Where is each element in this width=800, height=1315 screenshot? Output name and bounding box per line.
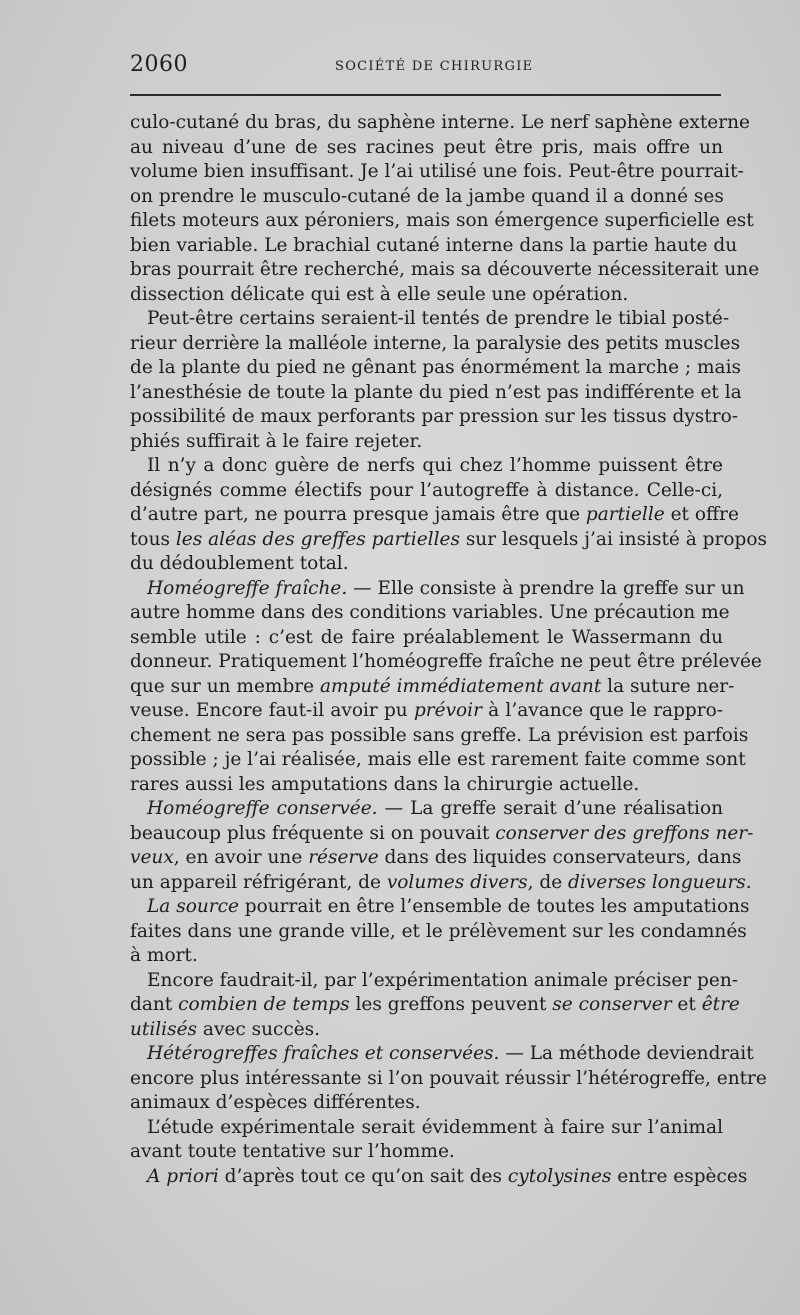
text-line bbox=[130, 675, 735, 700]
text-line bbox=[130, 283, 723, 308]
text-span: donneur. Pratiquement l’homéogreffe fraîche ne peut être prélevée bbox=[130, 651, 762, 672]
text-span: autre homme dans des conditions variables. Une précaution me bbox=[130, 602, 730, 623]
text-span: faites dans une grande ville, et le prélèvement sur les condamnés bbox=[130, 920, 747, 942]
text-line bbox=[130, 846, 742, 871]
text-line bbox=[130, 993, 740, 1018]
text-line bbox=[130, 1067, 767, 1092]
text-line bbox=[130, 699, 723, 724]
text-span: filets moteurs aux péroniers, mais son émergence superficielle est bbox=[130, 210, 754, 231]
text-span: rares aussi les amputations dans la chirurgie actuelle. bbox=[130, 773, 640, 795]
text-span: encore plus intéressante si l’on pouvait réussir l’hétérogreffe, entre bbox=[130, 1067, 767, 1089]
text-line bbox=[130, 552, 723, 577]
body-text bbox=[130, 111, 767, 1189]
text-span: L’étude expérimentale serait évidemment à faire sur l’animal bbox=[147, 1116, 723, 1138]
text-span: pourrait en être l’ensemble de toutes les amputations bbox=[238, 896, 750, 917]
text-span: volume bien insuffisant. Je l’ai utilisé une fois. Peut-être pourrait- bbox=[130, 161, 744, 182]
text-span: à mort. bbox=[130, 945, 198, 966]
text-span: au niveau d’une de ses racines peut être pris, mais offre un bbox=[130, 136, 723, 158]
italic-text: prévoir bbox=[413, 700, 482, 721]
text-line bbox=[130, 895, 750, 920]
text-line bbox=[130, 724, 749, 749]
text-span: Peut-être certains seraient-il tentés de prendre le tibial posté- bbox=[147, 308, 730, 329]
text-span: beaucoup plus fréquente si on pouvait bbox=[130, 822, 496, 844]
text-line bbox=[130, 111, 750, 136]
italic-text: les aléas des greffes partielles bbox=[175, 528, 460, 550]
text-line bbox=[130, 871, 752, 896]
text-line bbox=[130, 1140, 723, 1165]
text-span: culo-cutané du bras, du saphène interne. Le nerf saphène externe bbox=[130, 112, 750, 133]
text-line bbox=[130, 528, 767, 553]
text-span: semble utile : c’est de faire préalablement le Wassermann du bbox=[130, 626, 723, 648]
running-head bbox=[130, 52, 720, 82]
text-line bbox=[130, 1091, 723, 1116]
text-span: un appareil réfrigérant, de bbox=[130, 871, 387, 893]
text-line bbox=[130, 1042, 754, 1067]
text-span: on prendre le musculo-cutané de la jambe quand il a donné ses bbox=[130, 185, 724, 207]
text-line bbox=[130, 577, 745, 602]
text-span: bras pourrait être recherché, mais sa découverte nécessiterait une bbox=[130, 259, 760, 280]
text-span: Encore faudrait-il, par l’expérimentation animale préciser pen- bbox=[147, 969, 738, 991]
text-span: veuse. Encore faut-il avoir pu bbox=[130, 700, 414, 721]
italic-text: cytolysines bbox=[507, 1165, 612, 1187]
text-span: possibilité de maux perforants par pression sur les tissus dystro- bbox=[130, 406, 738, 427]
text-span: — La méthode deviendrait bbox=[499, 1043, 754, 1064]
text-span: de la plante du pied ne gênant pas énormément la marche ; mais bbox=[130, 357, 741, 378]
italic-text: utilisés bbox=[130, 1018, 198, 1040]
text-span: d’après tout ce qu’on sait des bbox=[218, 1165, 508, 1187]
text-span: du dédoublement total. bbox=[130, 553, 349, 574]
text-span: que sur un membre bbox=[130, 675, 320, 697]
text-span: entre espèces bbox=[611, 1165, 748, 1187]
text-line bbox=[130, 307, 730, 332]
text-line bbox=[130, 1018, 723, 1043]
page-number: 2060 bbox=[130, 52, 188, 77]
text-line bbox=[130, 381, 742, 406]
text-line bbox=[130, 405, 738, 430]
italic-text: La source bbox=[147, 896, 239, 917]
text-span: . bbox=[745, 871, 752, 893]
italic-text: amputé immédiatement avant bbox=[319, 675, 602, 697]
italic-text: Hétérogreffes fraîches et conservées. bbox=[147, 1043, 500, 1064]
text-span: sur lesquels j’ai insisté à propos bbox=[459, 528, 767, 550]
text-span: et offre bbox=[664, 504, 739, 525]
text-line bbox=[130, 748, 746, 773]
text-line bbox=[130, 185, 723, 210]
text-line bbox=[130, 650, 762, 675]
text-span: animaux d’espèces différentes. bbox=[130, 1092, 421, 1113]
italic-text: être bbox=[701, 994, 740, 1015]
text-line bbox=[130, 258, 760, 283]
text-span: dant bbox=[130, 994, 179, 1015]
text-line bbox=[130, 626, 723, 651]
text-line bbox=[130, 503, 739, 528]
header-rule bbox=[130, 94, 721, 96]
text-span: rieur derrière la malléole interne, la paralysie des petits muscles bbox=[130, 332, 741, 354]
text-span: dans des liquides conservateurs, dans bbox=[378, 847, 742, 868]
italic-text: réserve bbox=[308, 847, 379, 868]
text-span: chement ne sera pas possible sans greffe. La prévision est parfois bbox=[130, 724, 749, 746]
text-line bbox=[130, 209, 754, 234]
text-line bbox=[130, 822, 754, 847]
italic-text: volumes divers bbox=[386, 871, 528, 893]
italic-text: se conserver bbox=[552, 994, 672, 1015]
text-line bbox=[130, 454, 723, 479]
text-span: l’anesthésie de toute la plante du pied n’est pas indifférente et la bbox=[130, 381, 742, 403]
text-line bbox=[130, 601, 730, 626]
text-line bbox=[130, 944, 723, 969]
text-span: bien variable. Le brachial cutané interne dans la partie haute du bbox=[130, 234, 738, 256]
text-span: possible ; je l’ai réalisée, mais elle est rarement faite comme sont bbox=[130, 749, 746, 770]
text-span: et bbox=[671, 994, 702, 1015]
text-span: avant toute tentative sur l’homme. bbox=[130, 1141, 455, 1162]
text-line bbox=[130, 773, 723, 798]
text-span: désignés comme électifs pour l’autogreffe à distance. Celle-ci, bbox=[130, 479, 723, 501]
text-span: — Elle consiste à prendre la greffe sur un bbox=[347, 577, 745, 599]
text-span: phiés suffirait à le faire rejeter. bbox=[130, 430, 423, 452]
italic-text: veux bbox=[130, 847, 174, 868]
italic-text: conserver des greffons ner- bbox=[495, 822, 754, 844]
italic-text: Homéogreffe fraîche. bbox=[147, 577, 348, 599]
text-span: la suture ner- bbox=[601, 675, 735, 697]
text-line bbox=[130, 797, 723, 822]
italic-text: combien de temps bbox=[178, 994, 350, 1015]
text-line bbox=[130, 332, 741, 357]
text-span: , en avoir une bbox=[173, 847, 309, 868]
text-line bbox=[130, 356, 741, 381]
text-span: tous bbox=[130, 528, 176, 550]
italic-text: Homéogreffe conservée. bbox=[147, 798, 378, 819]
italic-text: diverses longueurs bbox=[568, 871, 746, 893]
text-span: les greffons peuvent bbox=[349, 994, 553, 1015]
text-line bbox=[130, 969, 738, 994]
journal-title: SOCIÉTÉ DE CHIRURGIE bbox=[335, 59, 534, 74]
text-span: — La greffe serait d’une réalisation bbox=[377, 798, 723, 819]
italic-text: partielle bbox=[585, 504, 665, 525]
text-span: avec succès. bbox=[197, 1018, 321, 1040]
text-span: à l’avance que le rappro- bbox=[481, 700, 724, 721]
text-line bbox=[130, 136, 723, 161]
text-line bbox=[130, 234, 738, 259]
text-span: , de bbox=[527, 871, 569, 893]
text-line bbox=[130, 430, 723, 455]
italic-text: A priori bbox=[147, 1165, 219, 1187]
text-span: Il n’y a donc guère de nerfs qui chez l’homme puissent être bbox=[147, 455, 723, 476]
text-line bbox=[130, 479, 723, 504]
text-line bbox=[130, 1165, 748, 1190]
text-span: d’autre part, ne pourra presque jamais être que bbox=[130, 504, 586, 525]
text-line bbox=[130, 920, 747, 945]
text-span: dissection délicate qui est à elle seule une opération. bbox=[130, 283, 629, 305]
text-line bbox=[130, 1116, 723, 1141]
text-line bbox=[130, 160, 744, 185]
